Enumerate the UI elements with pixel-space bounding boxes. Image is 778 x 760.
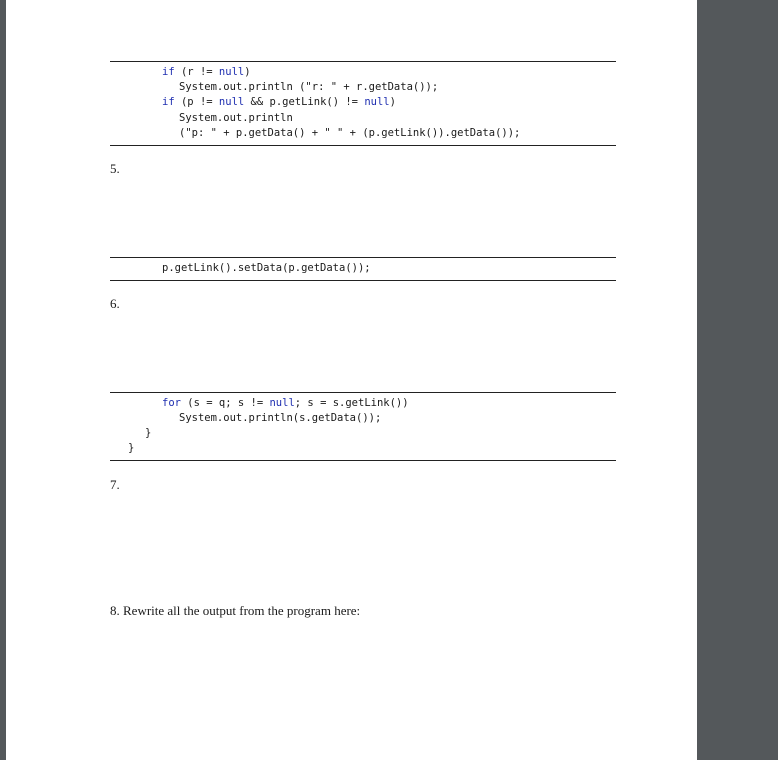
code-line <box>162 95 396 109</box>
code-text: ; s = s.getLink()) <box>294 397 409 409</box>
code-keyword: if <box>162 66 175 78</box>
question-number: 6. <box>110 296 120 311</box>
code-keyword: null <box>269 397 295 409</box>
code-block-bottom-rule <box>110 280 616 281</box>
code-keyword: for <box>162 397 181 409</box>
code-line: } <box>145 427 152 439</box>
code-keyword: null <box>218 96 245 108</box>
code-text: (r != <box>174 66 219 78</box>
code-block-top-rule <box>110 257 616 258</box>
code-line: System.out.println(s.getData()); <box>179 412 382 424</box>
code-block-top-rule <box>110 392 616 393</box>
code-keyword: if <box>162 96 175 108</box>
code-text: && p.getLink() != <box>244 96 365 108</box>
code-block-bottom-rule <box>110 145 616 146</box>
code-line: } <box>128 442 135 454</box>
code-keyword: null <box>218 66 245 78</box>
code-line <box>162 396 409 410</box>
code-text: ) <box>244 66 251 78</box>
code-keyword: null <box>364 96 390 108</box>
code-block-top-rule <box>110 61 616 62</box>
code-text: ) <box>389 96 396 108</box>
code-line <box>162 65 251 79</box>
code-line: ("p: " + p.getData() + " " + (p.getLink()).getData()); <box>179 127 521 139</box>
code-text: (s = q; s != <box>180 397 270 409</box>
question-8-prompt: 8. Rewrite all the output from the program here: <box>110 603 361 618</box>
code-line: p.getLink().setData(p.getData()); <box>162 262 371 274</box>
code-block-bottom-rule <box>110 460 616 461</box>
code-line: System.out.println ("r: " + r.getData()); <box>179 81 439 93</box>
code-text: (p != <box>174 96 219 108</box>
question-number: 5. <box>110 161 120 176</box>
document-page <box>6 0 697 760</box>
question-number: 7. <box>110 477 120 492</box>
code-line: System.out.println <box>179 112 293 124</box>
viewer-background <box>697 0 778 760</box>
